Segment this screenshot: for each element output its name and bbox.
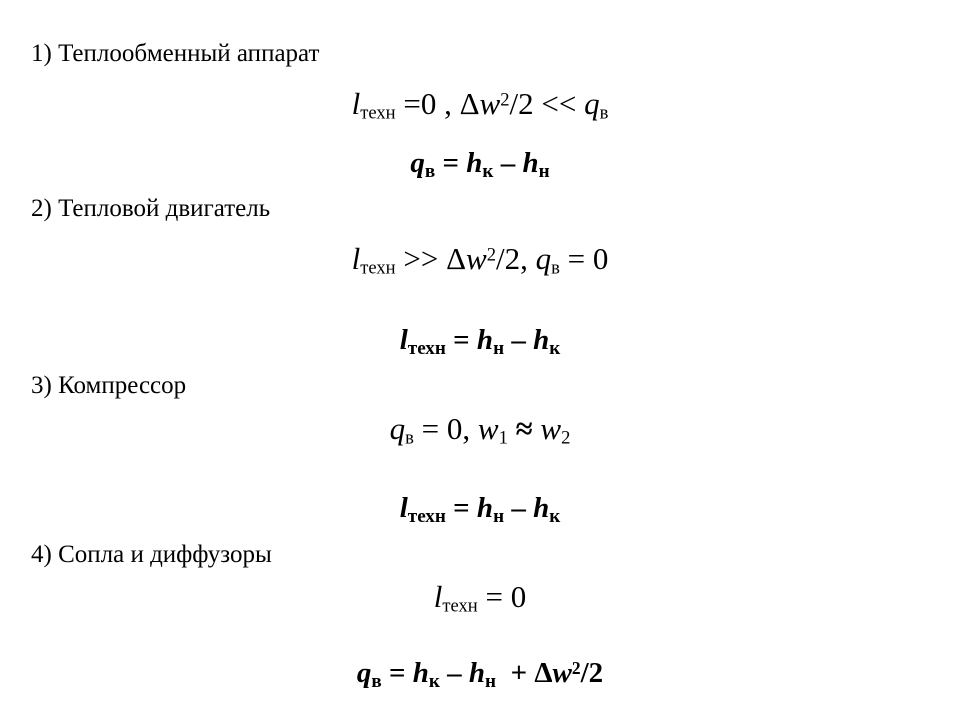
subscript-1: 1 xyxy=(498,427,508,449)
var-l: l xyxy=(433,579,443,614)
var-l: l xyxy=(351,241,361,276)
section-1-condition-formula xyxy=(0,86,960,122)
superscript-2: 2 xyxy=(486,244,496,266)
var-q: q xyxy=(410,147,425,179)
subscript-techn: техн xyxy=(407,337,446,359)
much-greater: >> xyxy=(395,241,447,276)
subscript-k: к xyxy=(428,670,440,692)
subscript-techn: техн xyxy=(360,257,396,279)
var-h: h xyxy=(522,147,539,179)
var-q: q xyxy=(584,86,600,121)
subscript-n: н xyxy=(538,160,550,182)
superscript-2: 2 xyxy=(571,658,581,679)
equals-zero: = 0 xyxy=(477,579,527,614)
var-h: h xyxy=(468,657,486,689)
subscript-v: в xyxy=(405,427,414,449)
subscript-techn: техн xyxy=(360,102,396,124)
section-1-result-formula xyxy=(0,145,960,181)
subscript-v: в xyxy=(599,102,609,124)
equals-sign: = xyxy=(435,147,467,179)
subscript-k: к xyxy=(482,160,494,182)
half-comma: /2, xyxy=(496,241,536,276)
section-4-result-formula xyxy=(0,655,960,691)
delta-symbol: Δ xyxy=(459,86,480,121)
var-q: q xyxy=(535,241,552,276)
section-4-condition-formula xyxy=(0,579,960,615)
subscript-n: н xyxy=(485,670,497,692)
var-q: q xyxy=(356,657,372,689)
section-2-heading: 2) Тепловой двигатель xyxy=(31,195,271,222)
var-w: w xyxy=(477,411,499,446)
var-h: h xyxy=(476,324,494,356)
var-w: w xyxy=(466,241,487,276)
delta-symbol: Δ xyxy=(534,657,553,689)
equals-zero: = 0, xyxy=(413,411,478,446)
var-h: h xyxy=(476,492,494,524)
minus-sign: – xyxy=(493,147,523,179)
subscript-v: в xyxy=(551,257,560,279)
var-l: l xyxy=(399,492,408,524)
equals-sign: = xyxy=(445,492,477,524)
subscript-n: н xyxy=(493,337,505,359)
minus-sign: – xyxy=(504,324,534,356)
half-much-less: /2 << xyxy=(509,86,585,121)
var-h: h xyxy=(533,324,550,356)
half: /2 xyxy=(580,657,604,689)
section-3-condition-formula xyxy=(0,411,960,447)
var-w: w xyxy=(479,86,501,121)
plus-sign: + xyxy=(496,657,535,689)
var-h: h xyxy=(466,147,483,179)
subscript-k: к xyxy=(549,505,561,527)
section-2-result-formula xyxy=(0,322,960,358)
var-h: h xyxy=(533,492,550,524)
minus-sign: – xyxy=(504,492,534,524)
var-w: w xyxy=(540,411,562,446)
subscript-techn: техн xyxy=(407,505,446,527)
subscript-v: в xyxy=(371,670,382,692)
subscript-techn: техн xyxy=(442,595,478,617)
approx-sign: ≈ xyxy=(507,411,541,446)
var-l: l xyxy=(351,86,361,121)
section-2-condition-formula xyxy=(0,241,960,277)
equals-sign: = xyxy=(445,324,477,356)
delta-symbol: Δ xyxy=(446,241,467,276)
equals-sign: = xyxy=(381,657,413,689)
var-q: q xyxy=(389,411,406,446)
subscript-2: 2 xyxy=(561,427,571,449)
subscript-n: н xyxy=(493,505,505,527)
var-h: h xyxy=(412,657,429,689)
var-w: w xyxy=(552,657,572,689)
section-1-heading: 1) Теплообменный аппарат xyxy=(31,40,320,67)
section-4-heading: 4) Сопла и диффузоры xyxy=(31,541,272,568)
equals-zero: =0 , xyxy=(395,86,460,121)
minus-sign: – xyxy=(439,657,469,689)
section-3-result-formula xyxy=(0,490,960,526)
subscript-k: к xyxy=(549,337,561,359)
subscript-v: в xyxy=(424,160,436,182)
var-l: l xyxy=(399,324,408,356)
equals-zero: = 0 xyxy=(559,241,609,276)
section-3-heading: 3) Компрессор xyxy=(31,372,187,399)
superscript-2: 2 xyxy=(500,89,510,111)
